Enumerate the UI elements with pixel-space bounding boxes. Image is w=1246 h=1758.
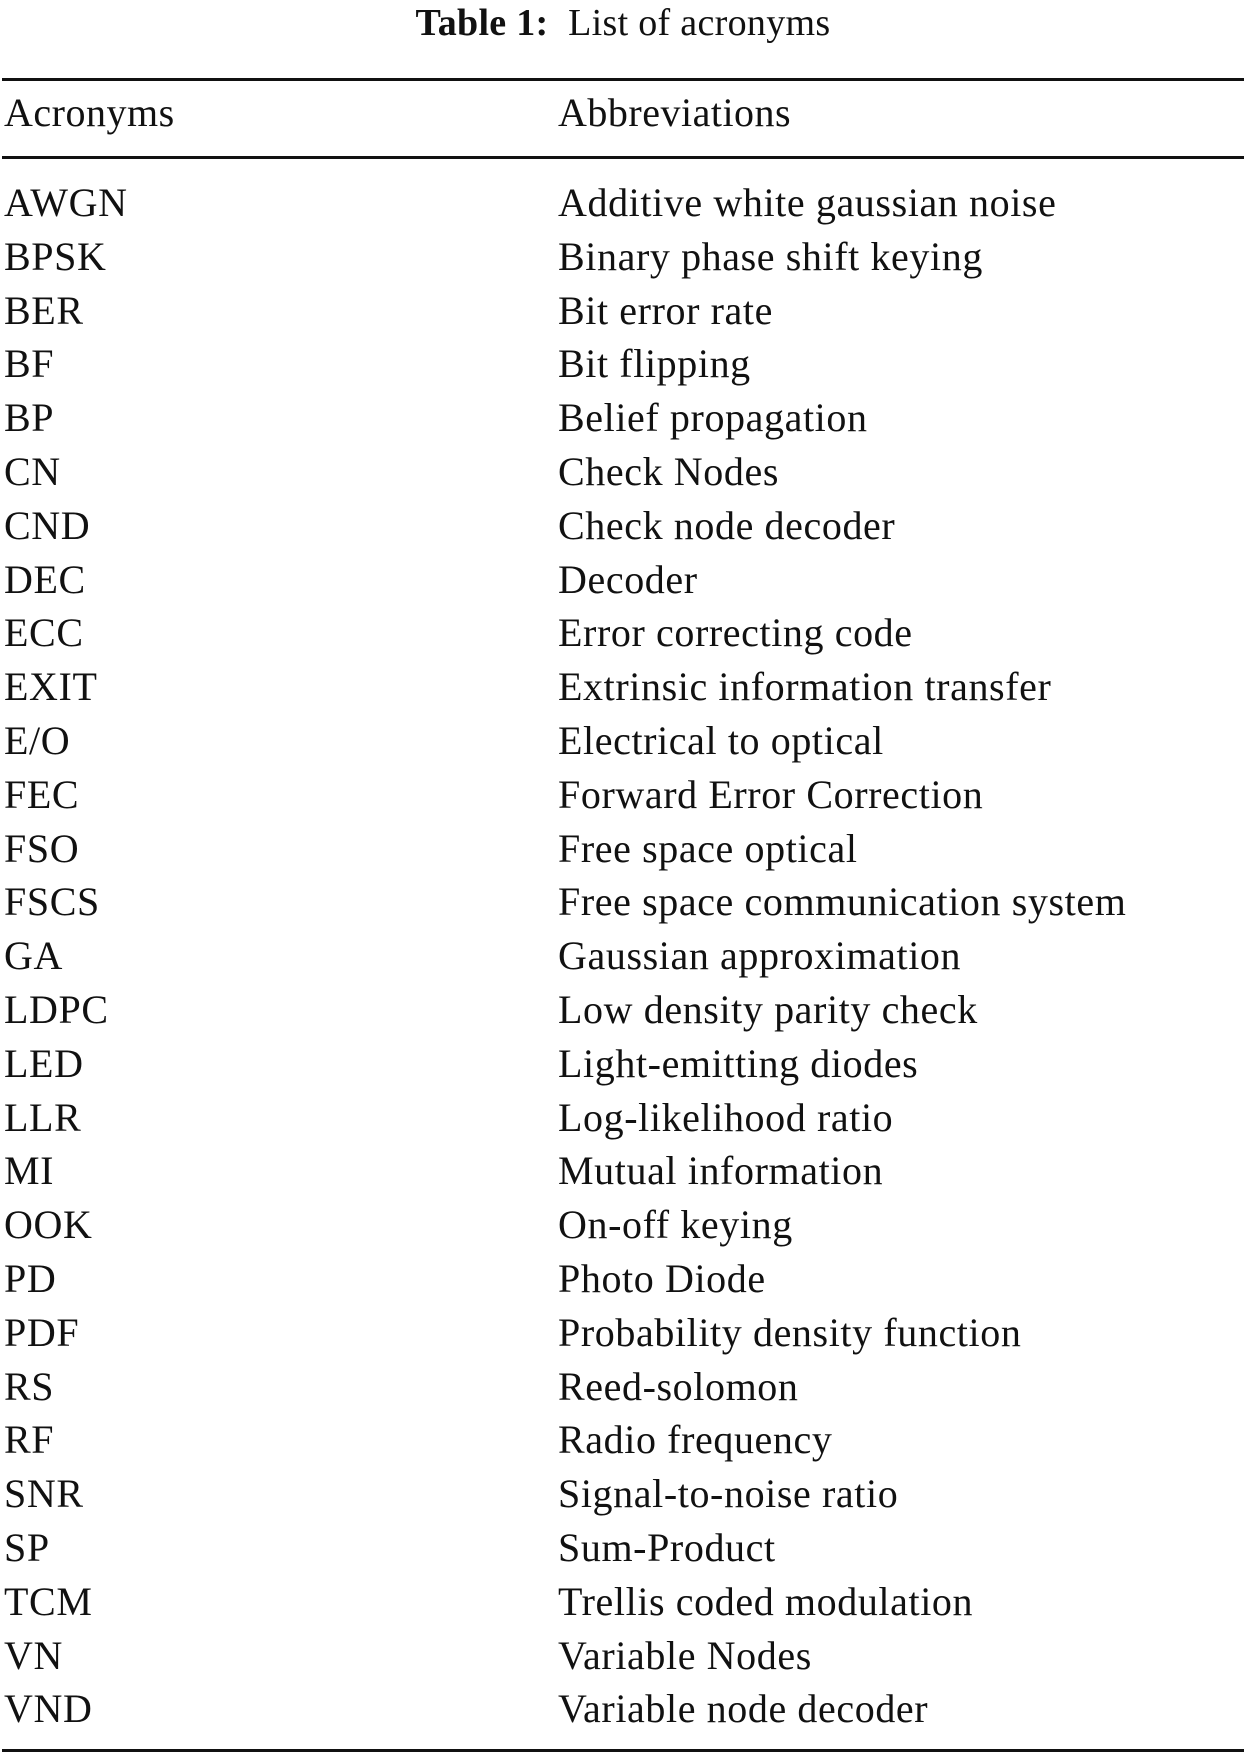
table-row — [0, 391, 1246, 445]
table-row — [0, 337, 1246, 391]
acronym-cell: VN — [4, 1632, 63, 1678]
acronym-cell: FSO — [4, 825, 80, 871]
table-row — [0, 1629, 1246, 1683]
acronym-cell: AWGN — [4, 180, 128, 225]
acronym-cell: LED — [4, 1040, 84, 1086]
acronym-cell: TCM — [4, 1578, 93, 1624]
acronym-cell: DEC — [4, 556, 86, 602]
abbreviation-cell: Sum-Product — [558, 1524, 776, 1570]
table-top-rule — [2, 78, 1244, 81]
acronym-cell: BF — [4, 341, 55, 387]
table-caption-label: Table 1: — [415, 2, 549, 44]
acronym-cell: OOK — [4, 1202, 93, 1248]
column-header-acronyms: Acronyms — [4, 90, 175, 135]
table-row — [0, 1306, 1246, 1360]
abbreviation-cell: Additive white gaussian noise — [558, 180, 1057, 225]
abbreviation-cell: Free space optical — [558, 825, 858, 871]
table-row — [0, 822, 1246, 876]
abbreviation-cell: Low density parity check — [558, 986, 978, 1032]
table-row — [0, 875, 1246, 929]
table-row — [0, 1682, 1246, 1736]
abbreviation-cell: Signal-to-noise ratio — [558, 1471, 899, 1517]
table-row — [0, 1521, 1246, 1575]
table-row — [0, 1198, 1246, 1252]
acronym-cell: PD — [4, 1255, 57, 1301]
abbreviation-cell: Decoder — [558, 556, 698, 602]
acronym-cell: EXIT — [4, 664, 98, 710]
abbreviation-cell: Check node decoder — [558, 502, 896, 548]
acronym-cell: MI — [4, 1148, 55, 1194]
acronym-cell: GA — [4, 933, 63, 979]
abbreviation-cell: Bit flipping — [558, 341, 751, 387]
acronym-cell: LLR — [4, 1094, 82, 1140]
table-row — [0, 1252, 1246, 1306]
acronym-cell: CN — [4, 448, 61, 494]
abbreviation-cell: Error correcting code — [558, 610, 913, 656]
abbreviation-cell: Probability density function — [558, 1309, 1022, 1355]
acronym-cell: FSCS — [4, 879, 100, 925]
table-row — [0, 1360, 1246, 1414]
table-header-row — [0, 85, 1246, 141]
abbreviation-cell: Extrinsic information transfer — [558, 664, 1052, 710]
table-row — [0, 284, 1246, 338]
acronym-cell: BER — [4, 287, 84, 333]
table-row — [0, 499, 1246, 553]
abbreviation-cell: Check Nodes — [558, 448, 779, 494]
acronym-cell: SNR — [4, 1471, 84, 1517]
abbreviation-cell: Log-likelihood ratio — [558, 1094, 894, 1140]
table-row — [0, 1144, 1246, 1198]
table-row — [0, 660, 1246, 714]
table-caption-text: List of acronyms — [568, 2, 831, 44]
acronym-cell: BP — [4, 395, 55, 441]
abbreviation-cell: Free space communication system — [558, 879, 1127, 925]
table-row — [0, 1037, 1246, 1091]
acronym-cell: RF — [4, 1417, 55, 1463]
acronym-cell: E/O — [4, 717, 71, 763]
abbreviation-cell: Reed-solomon — [558, 1363, 799, 1409]
table-header-rule — [2, 156, 1244, 159]
table-row — [0, 983, 1246, 1037]
abbreviation-cell: Variable node decoder — [558, 1686, 929, 1732]
table-row — [0, 553, 1246, 607]
abbreviation-cell: Electrical to optical — [558, 717, 884, 763]
table-row — [0, 714, 1246, 768]
abbreviation-cell: Radio frequency — [558, 1417, 833, 1463]
table-body — [0, 176, 1246, 1736]
abbreviation-cell: Photo Diode — [558, 1255, 766, 1301]
table-row — [0, 445, 1246, 499]
table-row — [0, 176, 1246, 230]
abbreviation-cell: Mutual information — [558, 1148, 884, 1194]
table-row — [0, 929, 1246, 983]
table-row — [0, 1575, 1246, 1629]
acronym-cell: BPSK — [4, 233, 107, 279]
abbreviation-cell: Forward Error Correction — [558, 771, 984, 817]
table-row — [0, 768, 1246, 822]
table-bottom-rule — [2, 1749, 1244, 1752]
acronym-cell: RS — [4, 1363, 55, 1409]
acronym-cell: SP — [4, 1524, 50, 1570]
acronym-cell: VND — [4, 1686, 93, 1732]
acronym-cell: LDPC — [4, 986, 109, 1032]
abbreviation-cell: Variable Nodes — [558, 1632, 812, 1678]
table-row — [0, 1091, 1246, 1145]
abbreviation-cell: Belief propagation — [558, 395, 868, 441]
abbreviation-cell: Binary phase shift keying — [558, 233, 983, 279]
column-header-abbreviations: Abbreviations — [558, 90, 792, 135]
acronym-cell: PDF — [4, 1309, 80, 1355]
abbreviation-cell: Gaussian approximation — [558, 933, 962, 979]
abbreviation-cell: Light-emitting diodes — [558, 1040, 919, 1086]
table-row — [0, 1413, 1246, 1467]
table-row — [0, 230, 1246, 284]
acronym-cell: ECC — [4, 610, 84, 656]
abbreviation-cell: Bit error rate — [558, 287, 773, 333]
abbreviation-cell: Trellis coded modulation — [558, 1578, 974, 1624]
table-caption — [0, 0, 1246, 46]
table-row — [0, 606, 1246, 660]
acronym-cell: CND — [4, 502, 91, 548]
acronym-cell: FEC — [4, 771, 80, 817]
abbreviation-cell: On-off keying — [558, 1202, 793, 1248]
table-row — [0, 1467, 1246, 1521]
